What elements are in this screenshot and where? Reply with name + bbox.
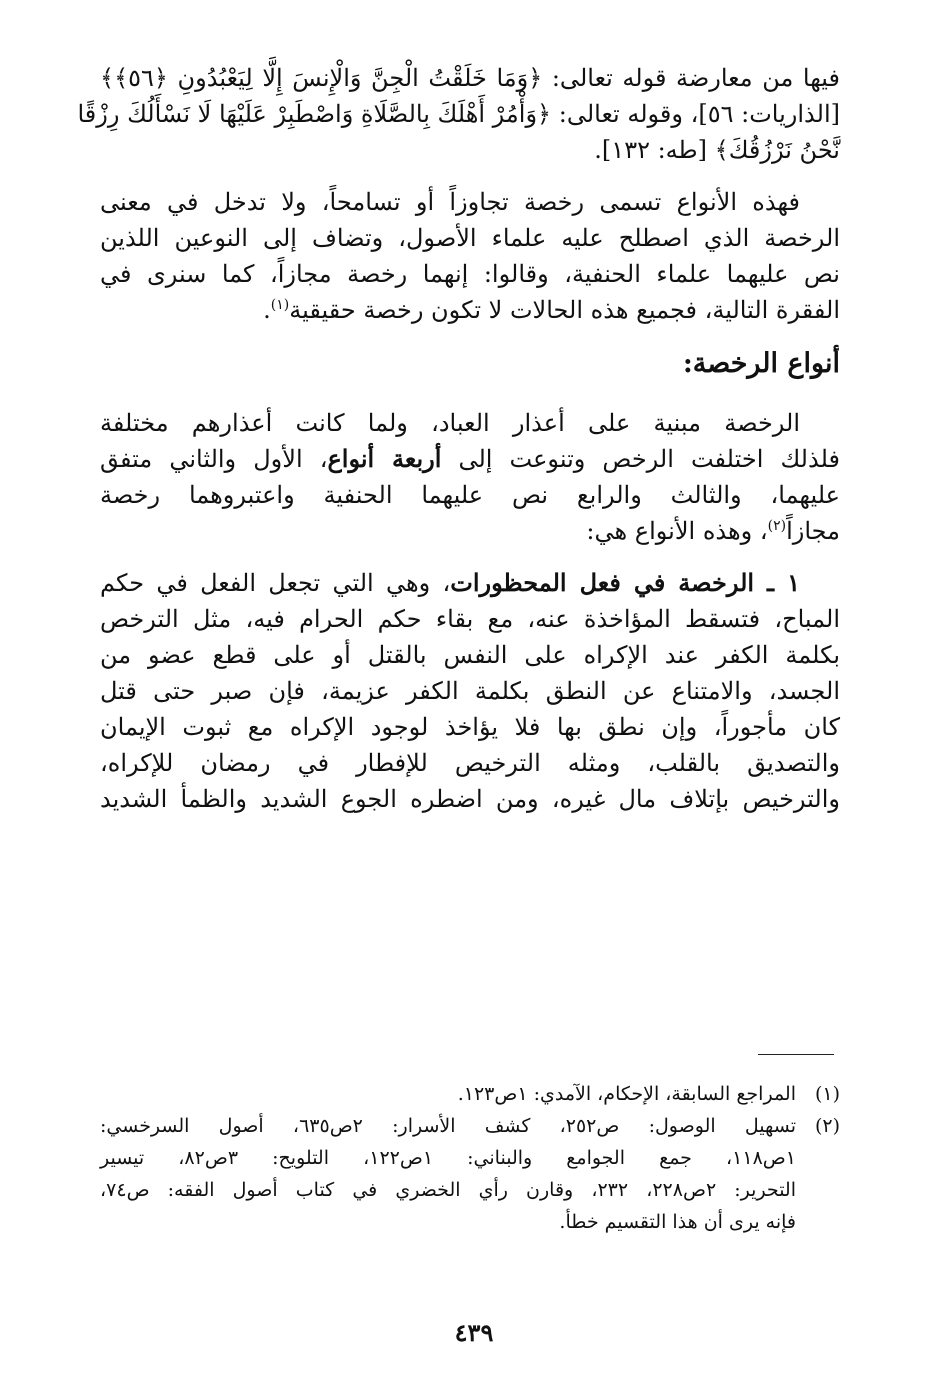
text-line [100,513,840,549]
text-line: فيها من معارضة قوله تعالى: ﴿وَمَا خَلَقْتُ الْجِنَّ وَالْإِنسَ إِلَّا لِيَعْبُدُونِ ﴿٥٦﴾﴾ [100,64,840,92]
footnote-line: التحرير: ٢ص٢٢٨، ٢٣٢، وقارن رأي الخضري في كتاب أصول الفقه: ص٧٤، [100,1179,797,1201]
text-segment: مجازاً [786,516,840,545]
text-line: فهذه الأنواع تسمى رخصة تجاوزاً أو تسامحاً، ولا تدخل في معنى [100,188,800,216]
text-line: والتصديق بالقلب، ومثله الترخيص للإفطار في رمضان للإكراه، [100,748,840,777]
text-line [100,565,840,601]
text-line: كان مأجوراً، وإن نطق بها فلا يؤاخذ لوجود الإكراه مع ثبوت الإيمان [100,712,840,741]
section-heading: أنواع الرخصة: [682,348,840,379]
text-segment: . [263,296,271,324]
paragraph-rukhsa-types-note [100,184,840,328]
text-line [100,441,840,477]
footnotes [100,1078,840,1238]
text-line: نص عليهما علماء الحنفية، وقالوا: إنهما رخصة مجازاً، كما سنرى في [100,260,840,288]
footnote-line: تسهيل الوصول: ص٢٥٢، كشف الأسرار: ٢ص٦٣٥، أصول السرخسي: [100,1115,796,1137]
footnote-line: فإنه يرى أن هذا التقسيم خطأ. [559,1211,796,1233]
quran-quote-paragraph [77,60,840,168]
footnote-number: (٢) [814,1115,840,1137]
footnote-body [100,1078,796,1110]
text-line: عليهما، والثالث والرابع نص عليهما الحنفية واعتبروهما رخصة [100,480,840,509]
text-segment: الفقرة التالية، فجميع هذه الحالات لا تكون رخصة حقيقية [289,296,840,324]
footnote-number: (١) [814,1083,840,1105]
footnote-ref-2[interactable]: (٢) [767,517,787,534]
text-segment: ، الأول والثاني متفق [100,444,328,473]
footnote-line: ١ص١١٨، جمع الجوامع والبناني: ١ص١٢٢، التلويح: ٣ص٨٢، تيسير [100,1147,796,1169]
footnote-ref-1[interactable]: (١) [270,297,290,313]
footnote-2 [100,1110,840,1238]
text-segment: ، وهذه الأنواع هي: [586,516,768,545]
text-segment: ، وهي التي تجعل الفعل في حكم [100,568,451,597]
text-segment: فلذلك اختلفت الرخص وتنوعت إلى [441,444,841,473]
footnote-line: المراجع السابقة، الإحكام، الآمدي: ١ص١٢٣. [457,1083,796,1105]
text-line: الرخصة مبنية على أعذار العباد، ولما كانت أعذارهم مختلفة [100,408,800,437]
emphasis-text: أربعة أنواع [327,443,442,473]
text-line: المباح، فتسقط المؤاخذة عنه، مع بقاء حكم الحرام فيه، مثل الترخص [100,604,840,633]
text-line: نَّحْنُ نَرْزُقُكَ﴾ [طه: ١٣٢]. [594,136,840,164]
footnote-body [100,1110,796,1238]
text-line: الجسد، والامتناع عن النطق بكلمة الكفر عزيمة، فإن صبر حتى قتل [100,676,840,705]
text-line: والترخيص بإتلاف مال غيره، ومن اضطره الجوع الشديد والظمأ الشديد [100,784,840,813]
footnote-1 [100,1078,840,1110]
text-line: الرخصة الذي اصطلح عليه علماء الأصول، وتضاف إلى النوعين اللذين [100,224,840,252]
paragraph-types-intro [100,405,840,549]
page-number: ٤٣٩ [454,1318,494,1347]
type-1-title: ١ ـ الرخصة في فعل المحظورات [450,567,800,597]
text-line: [الذاريات: ٥٦]، وقوله تعالى: ﴿وَأْمُرْ أَهْلَكَ بِالصَّلَاةِ وَاصْطَبِرْ عَلَيْهَا لَا نَسْأَلُكَ رِزْقًا [77,100,840,128]
text-line [100,292,840,328]
paragraph-type-1 [100,565,840,817]
footnote-separator [758,1054,834,1055]
text-line: بكلمة الكفر عند الإكراه على النفس بالقتل أو على قطع عضو من [100,640,840,669]
main-text [77,60,841,833]
